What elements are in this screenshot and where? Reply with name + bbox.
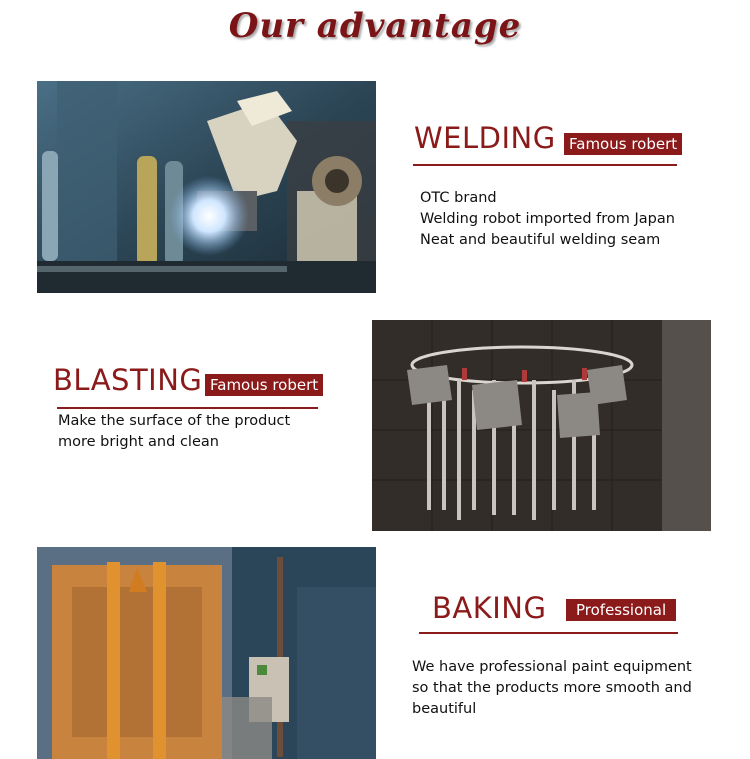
blasting-divider [57, 407, 318, 409]
welding-photo [37, 81, 376, 293]
welding-line-2: Welding robot imported from Japan [420, 211, 675, 227]
blasting-line-2: more bright and clean [58, 434, 219, 450]
welding-robot-image [37, 81, 376, 293]
blasting-photo [372, 320, 711, 531]
baking-divider [419, 632, 678, 634]
page-title: Our advantage [228, 6, 522, 46]
baking-line-1: We have professional paint equipment [412, 659, 692, 675]
baking-badge: Professional [566, 599, 676, 621]
blasting-chamber-image [372, 320, 711, 531]
welding-description [420, 188, 675, 251]
blasting-description [58, 411, 290, 453]
baking-line-2: so that the products more smooth and [412, 680, 692, 696]
blasting-line-1: Make the surface of the product [58, 413, 291, 429]
baking-heading: BAKING [432, 591, 547, 625]
welding-divider [413, 164, 677, 166]
blasting-badge: Famous robert [205, 374, 323, 396]
baking-photo [37, 547, 376, 759]
paint-booth-image [37, 547, 376, 759]
welding-badge: Famous robert [564, 133, 682, 155]
blasting-heading: BLASTING [53, 363, 203, 397]
welding-heading: WELDING [414, 121, 556, 155]
baking-line-3: beautiful [412, 701, 477, 717]
baking-description [412, 657, 692, 720]
welding-line-1: OTC brand [420, 190, 497, 206]
welding-line-3: Neat and beautiful welding seam [420, 232, 661, 248]
